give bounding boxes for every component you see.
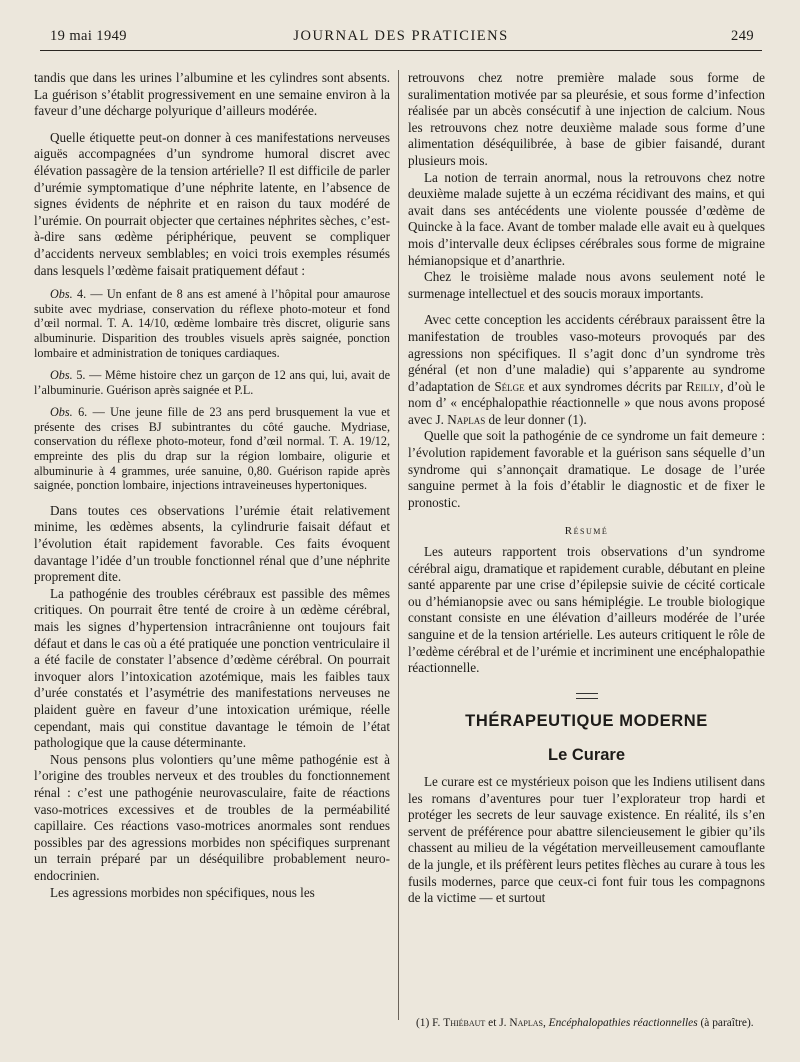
- paragraph: Quelle étiquette peut-on donner à ces manifestations nerveuses aiguës accompagnées d’un syndrome humoral discret avec élévation passagère de la tension artérielle? Il est difficile de parler d’urémie symptomatique d’une néphrite latente, en l’absence de signes évidents de néphrite et en raison du taux modéré de l’urémie. On pourrait objecter que certaines néphrites sèches, c’est-à-dire sans œdème périphérique, peuvent se compliquer d’accidents nerveux semblables; en voici trois exemples résumés dans lesquels l’œdème faisait pratiquement défaut :: [34, 129, 390, 278]
- obs-text: 4. — Un enfant de 8 ans est amené à l’hôpital pour amaurose subite avec mydriase, conservation du réflexe photo-moteur et fond d’œil normal. T. A. 14/10, œdème lombaire très discret, oligurie sans albuminurie. Disparition des troubles visuels après saignée, ponction lombaire et administration de toniques cardiaques.: [34, 287, 390, 360]
- paragraph: Nous pensons plus volontiers qu’une même pathogénie est à l’origine des troubles nerveux et des troubles du fonctionnement rénal : c’est une pathogénie neurovasculaire, faite de réactions vaso-motrices excessives et de troubles de la perméabilité capillaire. Ces réactions vaso-motrices anormales sont rendues possibles par des agressions morbides non spécifiques surprenant un terrain préparé par un déséquilibre probablement neuro-endocrinien.: [34, 751, 390, 883]
- resume-heading: Résumé: [564, 525, 609, 538]
- paragraph: Le curare est ce mystérieux poison que les Indiens utilisent dans les romans d’aventures pour tuer l’explorateur trop hardi et protéger les secrets de leur sauvage existence. En réalité, ils s’en servent de préférence pour abattre silencieusement le gibier qu’ils chassent au milieu de la végétation merveilleusement camouflante de la jungle, et ils préfèrent leurs petites flèches au curare à tous les fusils modernes, parce que ceux-ci font fuir tous les compagnons de la victime — et surtout: [408, 773, 765, 906]
- paragraph: La pathogénie des troubles cérébraux est passible des mêmes critiques. On pourrait être tenté de croire à un œdème cérébral, mais les signes d’hypertension intracrânienne ont toujours fait défaut et dans le cas où a été pratiquée une ponction ventriculaire il a été facile de constater l’absence d’œdème cérébral. On pourrait invoquer alors l’intoxication azotémique, mais les faibles taux d’urée constatés et l’asymétrie des manifestations nerveuses ne plaident guère en faveur d’une intoxication urémique, réelle cependant, mais qui constitue davantage le témoin de l’état pathologique que la cause déterminante.: [34, 585, 390, 751]
- resume-paragraph: Les auteurs rapportent trois observations d’un syndrome cérébral aigu, dramatique et rapidement curable, débutant en pleine santé apparente par une crise d’épilepsie suivie de cécité corticale ou d’hémianopsie avec ou sans hémiplégie. Le trouble biologique constant consiste en une élévation d’ailleurs modérée de l’urée sanguine et de la tension artérielle. Les auteurs critiquent le rôle de l’œdème cérébral et de l’urémie et incriminent une encéphalopathie réactionnelle.: [408, 544, 765, 676]
- paragraph: Quelle que soit la pathogénie de ce syndrome un fait demeure : l’évolution rapidement favorable et la guérison sans séquelle d’un syndrome qui s’annonçait dramatique. Le dosage de l’urée sanguine permet à la fois d’établir le diagnostic et de fixer le pronostic.: [408, 428, 765, 510]
- journal-title: JOURNAL DES PRATICIENS: [293, 28, 509, 44]
- left-column: [34, 70, 390, 901]
- issue-date: 19 mai 1949: [50, 28, 127, 44]
- section-separator: [576, 693, 598, 699]
- author-name: Reilly: [686, 378, 721, 394]
- observation-6: [34, 405, 390, 493]
- observation-4: [34, 287, 390, 360]
- reference-title: Encéphalopathies réactionnelles: [548, 1017, 698, 1029]
- paragraph: tandis que dans les urines l’albumine et les cylindres sont absents. La guérison s’établit progressivement en une semaine environ à la faveur d’une décharge polyurique d’ailleurs modérée.: [34, 70, 390, 119]
- obs-label: Obs.: [50, 405, 73, 420]
- paragraph: Chez le troisième malade nous avons seulement noté le surmenage intellectuel et des soucis moraux importants.: [408, 269, 765, 301]
- page-number: 249: [731, 28, 754, 44]
- column-divider: [398, 70, 399, 1020]
- paragraph: La notion de terrain anormal, nous la retrouvons chez notre deuxième malade sujette à un eczéma récidivant des mains, et qui avait dans ses antécédents une violente poussée d’œdème de Quincke à la face. Avant de tomber malade elle avait eu à quelques mois d’intervalle deux éclipses cérébrales sous forme de migraine hémianopsique et d’anarthrie.: [408, 169, 765, 268]
- page-header: [40, 26, 762, 51]
- right-column: [408, 70, 765, 907]
- author-name: Sélge: [494, 378, 525, 394]
- text-run: ,: [542, 1017, 549, 1029]
- author-name: Naplas: [447, 411, 486, 427]
- footnote: [408, 1016, 765, 1030]
- author-name: Naplas: [509, 1017, 543, 1029]
- text-run: (1) F.: [416, 1017, 444, 1029]
- obs-text: 5. — Même histoire chez un garçon de 12 ans qui, lui, avait de l’albuminurie. Guérison après saignée et P.L.: [34, 368, 390, 397]
- paragraph: [408, 312, 765, 428]
- text-run: (à paraître).: [697, 1017, 754, 1029]
- paragraph: Dans toutes ces observations l’urémie était relativement minime, les œdèmes absents, la cylindrurie faisait défaut et l’évolution était rapidement favorable. Ces faits évoquent davantage l’idée d’un trouble fonctionnel rénal que d’une néphrite proprement dite.: [34, 502, 390, 585]
- text-run: de leur donner (1).: [485, 411, 587, 427]
- paragraph: retrouvons chez notre première malade sous forme de suralimentation motivée par sa pleurésie, et sous forme d’infection réalisée par un abcès consécutif à une injection de calcium. Nous les retrouvons chez notre deuxième malade sous forme d’une alimentation déséquilibrée, à base de gibier faisandé, durant plusieurs mois.: [408, 70, 765, 168]
- text-run: et J.: [485, 1017, 510, 1029]
- section-title: THÉRAPEUTIQUE MODERNE: [465, 711, 708, 730]
- paragraph: Les agressions morbides non spécifiques, nous les: [50, 884, 315, 900]
- observation-5: [34, 368, 390, 397]
- text-run: et aux syndromes décrits par: [524, 378, 687, 394]
- obs-label: Obs.: [50, 368, 73, 383]
- author-name: Thiébaut: [443, 1017, 486, 1029]
- text-run: , d’où le nom d’ « encéphalopathie réactionnelle » que nous avons proposé avec J.: [408, 378, 765, 427]
- text-run: Avec cette conception les accidents cérébraux paraissent être la manifestation de troubles vaso-moteurs provoqués par des agressions non spécifiques. Il s’agit donc d’un syndrome très général (et non d’une maladie) qui s’apparente au syndrome d’adaptation de: [408, 312, 765, 394]
- article-title: Le Curare: [547, 746, 626, 765]
- obs-label: Obs.: [50, 287, 73, 302]
- obs-text: 6. — Une jeune fille de 23 ans perd brusquement la vue et présente des crises BJ subintrantes du côté gauche. Mydriase, conservation du réflexe photo-moteur, fond d’œil normal. T. A. 19/12, empreinte des plis du drap sur la région lombaire, oligurie et albuminurie à 4 grammes, urée sanuine, 0,80. Guérison rapide après saignée, ponction lombaire, injections intraveineuses hypertoniques.: [34, 405, 390, 493]
